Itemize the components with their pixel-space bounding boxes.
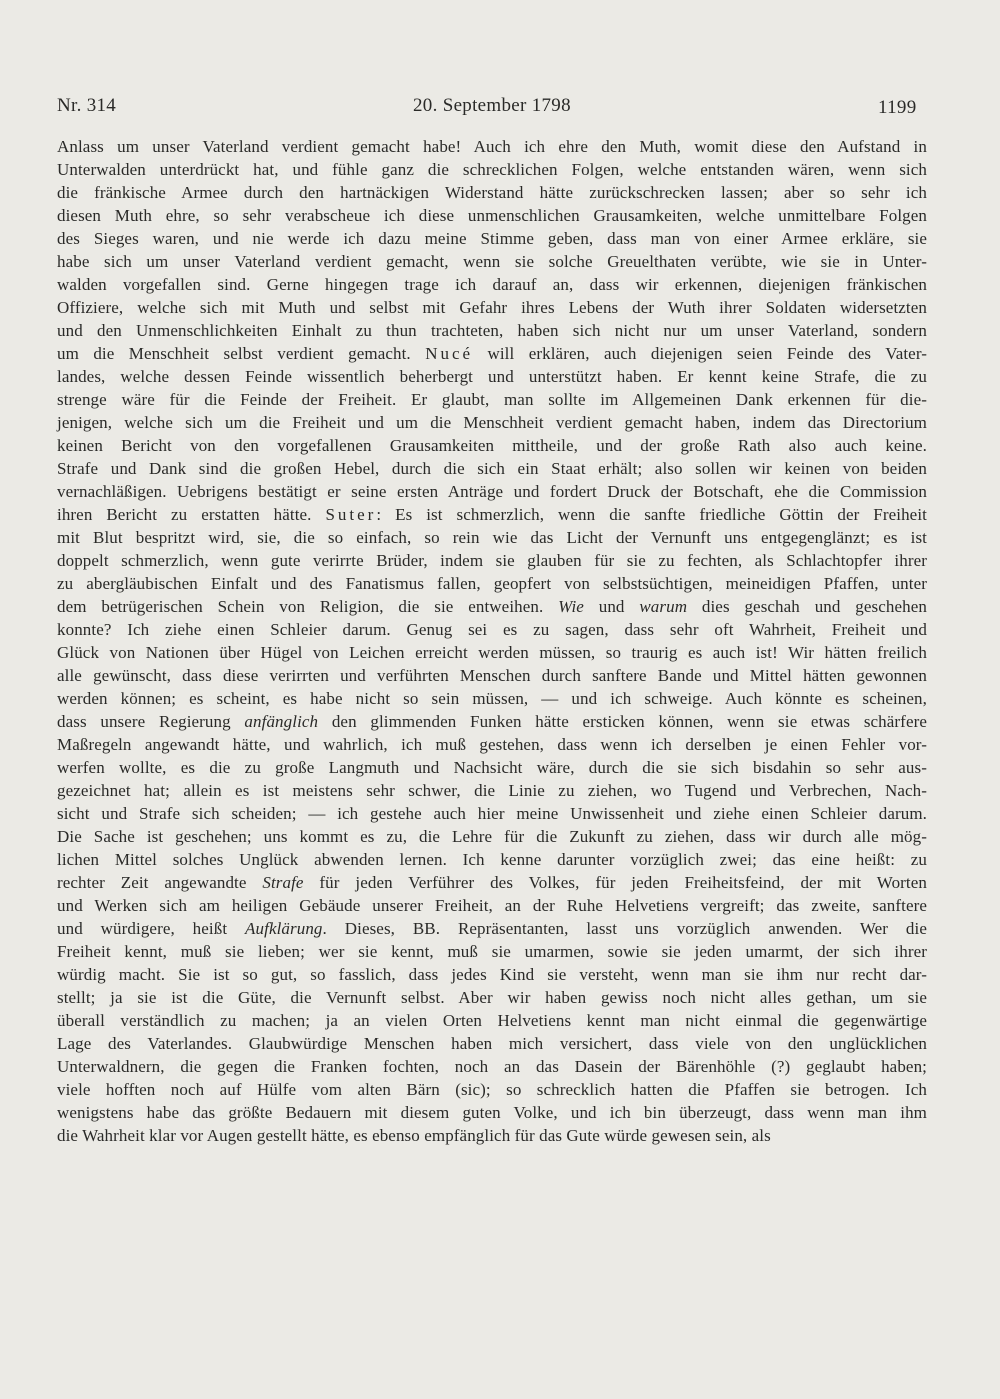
document-number: Nr. 314 bbox=[57, 95, 117, 116]
text-run: Unterwaldnern, die gegen die Franken fochten, noch an das Dasein der Bärenhöhle (?) geglaubt haben; bbox=[57, 1057, 927, 1076]
text-line bbox=[57, 1124, 927, 1147]
text-run: überall verständlich zu machen; ja an vielen Orten Helvetiens kennt man nicht einmal die gegenwärtige bbox=[57, 1011, 927, 1030]
text-run: gezeichnet hat; allein es ist meistens sehr schwer, die Linie zu ziehen, wo Tugend und Verbrechen, Nach- bbox=[57, 781, 927, 800]
page-header bbox=[0, 95, 1000, 125]
text-run: lichen Mittel solches Unglück abwenden lernen. Ich kenne darunter vorzüglich zwei; das eine heißt: zu bbox=[57, 850, 927, 869]
text-run: habe sich um unser Vaterland verdient gemacht, wenn sie solche Greuelthaten verübte, wie sie in Unter- bbox=[57, 252, 927, 271]
text-run: für jeden Verführer des Volkes, für jeden Freiheitsfeind, der mit Worten bbox=[303, 873, 928, 892]
text-run: strenge wäre für die Feinde der Freiheit. Er glaubt, man sollte im Allgemeinen Dank erkennen für die- bbox=[57, 390, 927, 409]
text-line bbox=[57, 641, 927, 664]
text-line bbox=[57, 871, 927, 894]
text-run: alle gewünscht, dass diese verirrten und verführten Menschen durch sanftere Bande und Mittel hätten gewonnen bbox=[57, 666, 927, 685]
text-line bbox=[57, 986, 927, 1009]
text-run: ihren Bericht zu erstatten hätte. bbox=[57, 505, 326, 524]
text-run: keinen Bericht von den vorgefallenen Grausamkeiten mittheile, und der große Rath also auch keine. bbox=[57, 436, 927, 455]
text-line bbox=[57, 181, 927, 204]
document-date: 20. September 1798 bbox=[413, 95, 571, 116]
text-run: den glimmenden Funken hätte ersticken können, wenn sie etwas schärfere bbox=[318, 712, 927, 731]
text-line bbox=[57, 135, 927, 158]
text-line bbox=[57, 434, 927, 457]
speaker-name: Nucé bbox=[425, 344, 474, 363]
bleed-through bbox=[80, 1178, 950, 1218]
text-line bbox=[57, 388, 927, 411]
text-line bbox=[57, 250, 927, 273]
text-line bbox=[57, 457, 927, 480]
text-line bbox=[57, 963, 927, 986]
text-run: dies geschah und geschehen bbox=[687, 597, 927, 616]
text-run: zu abergläubischen Einfalt und des Fanatismus fallen, geopfert von selbstsüchtigen, meineidigen Pfaffen, unter bbox=[57, 574, 927, 593]
text-line bbox=[57, 365, 927, 388]
text-line bbox=[57, 618, 927, 641]
text-run: will erklären, auch diejenigen seien Feinde des Vater- bbox=[473, 344, 928, 363]
text-run: dass unsere Regierung bbox=[57, 712, 245, 731]
text-line bbox=[57, 687, 927, 710]
text-run: landes, welche dessen Feinde wissentlich beherbergt und unterstützt haben. Er kennt keine Strafe, die zu bbox=[57, 367, 927, 386]
text-line bbox=[57, 1009, 927, 1032]
text-run: werden können; es scheint, es habe nicht so sein müssen, — und ich schweige. Auch könnte es scheinen, bbox=[57, 689, 927, 708]
text-line bbox=[57, 342, 927, 365]
speaker-name: Suter bbox=[325, 505, 377, 524]
text-line bbox=[57, 1078, 927, 1101]
text-run: Strafe und Dank sind die großen Hebel, durch die sich ein Staat erhält; also sollen wir keinen von beiden bbox=[57, 459, 927, 478]
text-line bbox=[57, 710, 927, 733]
text-run: dem betrügerischen Schein von Religion, die sie entweihen. bbox=[57, 597, 559, 616]
text-run: wenigstens habe das größte Bedauern mit diesem guten Volke, und ich bin überzeugt, dass wenn man ihm bbox=[57, 1103, 927, 1122]
page-number: 1199 bbox=[878, 97, 917, 118]
text-line bbox=[57, 549, 927, 572]
text-run: Glück von Nationen über Hügel von Leichen erreicht werden müssen, so traurig es auch ist! Wir hätten freilich bbox=[57, 643, 927, 662]
emphasis-text: Strafe bbox=[262, 873, 304, 892]
body-text bbox=[57, 135, 927, 1147]
text-line bbox=[57, 733, 927, 756]
text-run: stellt; ja sie ist die Güte, die Vernunft selbst. Aber wir haben gewiss noch nicht alles gethan, um sie bbox=[57, 988, 927, 1007]
text-run: . Dieses, BB. Repräsentanten, lasst uns vorzüglich anwenden. Wer die bbox=[322, 919, 927, 938]
text-run: die Wahrheit klar vor Augen gestellt hätte, es ebenso empfänglich für das Gute würde gewesen sein, als bbox=[57, 1126, 771, 1145]
emphasis-text: anfänglich bbox=[244, 712, 319, 731]
text-run: Freiheit kennt, muß sie lieben; wer sie kennt, muß sie umarmen, sowie sie jeden umarmt, der sich ihrer bbox=[57, 942, 927, 961]
emphasis-text: warum bbox=[639, 597, 688, 616]
text-run: um die Menschheit selbst verdient gemacht. bbox=[57, 344, 426, 363]
text-line bbox=[57, 503, 927, 526]
text-run: Die Sache ist geschehen; uns kommt es zu, die Lehre für die Zukunft zu ziehen, dass wir durch alle mög- bbox=[57, 827, 927, 846]
text-line bbox=[57, 480, 927, 503]
text-line bbox=[57, 940, 927, 963]
text-run: walden vorgefallen sind. Gerne hingegen trage ich darauf an, dass wir erkennen, diejenigen fränkischen bbox=[57, 275, 927, 294]
text-run: Lage des Vaterlandes. Glaubwürdige Menschen haben mich versichert, dass viele von den unglücklichen bbox=[57, 1034, 927, 1053]
text-line bbox=[57, 1101, 927, 1124]
text-run: jenigen, welche sich um die Freiheit und um die Menschheit verdient gemacht haben, indem das Directorium bbox=[57, 413, 927, 432]
text-run: würdig macht. Sie ist so gut, so fasslich, dass jedes Kind sie versteht, wenn man sie ihm nur recht dar- bbox=[57, 965, 927, 984]
text-run: sicht und Strafe sich scheiden; — ich gestehe auch hier meine Unwissenheit und ziehe einen Schleier darum. bbox=[57, 804, 927, 823]
emphasis-text: Aufklärung bbox=[245, 919, 323, 938]
text-run: : Es ist schmerzlich, wenn die sanfte friedliche Göttin der Freiheit bbox=[376, 505, 927, 524]
text-line bbox=[57, 273, 927, 296]
text-run: diesen Muth ehre, so sehr verabscheue ich diese unmenschlichen Grausamkeiten, welche unmittelbare Folgen bbox=[57, 206, 927, 225]
text-run: und bbox=[583, 597, 640, 616]
text-line bbox=[57, 595, 927, 618]
text-line bbox=[57, 296, 927, 319]
text-run: viele hofften noch auf Hülfe vom alten Bärn (sic); so schrecklich hatten die Pfaffen sie betrogen. Ich bbox=[57, 1080, 927, 1099]
text-line bbox=[57, 204, 927, 227]
emphasis-text: Wie bbox=[558, 597, 584, 616]
text-run: werfen wollte, es die zu große Langmuth und Nachsicht wäre, durch die sie sich bisdahin so sehr aus- bbox=[57, 758, 927, 777]
text-line bbox=[57, 802, 927, 825]
text-line bbox=[57, 411, 927, 434]
text-run: rechter Zeit angewandte bbox=[57, 873, 263, 892]
text-line bbox=[57, 756, 927, 779]
text-line bbox=[57, 319, 927, 342]
text-run: vernachläßigen. Uebrigens bestätigt er seine ersten Anträge und fordert Druck der Botschaft, ehe die Commission bbox=[57, 482, 927, 501]
text-line bbox=[57, 894, 927, 917]
text-line bbox=[57, 158, 927, 181]
text-run: die fränkische Armee durch den hartnäckigen Widerstand hätte zurückschrecken lassen; aber so sehr ich bbox=[57, 183, 927, 202]
text-line bbox=[57, 664, 927, 687]
text-line bbox=[57, 917, 927, 940]
text-run: Unterwalden unterdrückt hat, und fühle ganz die schrecklichen Folgen, welche entstanden wären, wenn sich bbox=[57, 160, 927, 179]
text-run: des Sieges waren, und nie werde ich dazu meine Stimme geben, dass man von einer Armee erkläre, sie bbox=[57, 229, 927, 248]
text-line bbox=[57, 1055, 927, 1078]
text-run: konnte? Ich ziehe einen Schleier darum. Genug sei es zu sagen, dass sehr oft Wahrheit, Freiheit und bbox=[57, 620, 927, 639]
text-line bbox=[57, 848, 927, 871]
text-line bbox=[57, 1032, 927, 1055]
text-run: mit Blut bespritzt wird, sie, die so einfach, so rein wie das Licht der Vernunft uns entgegenglänzt; es ist bbox=[57, 528, 927, 547]
text-line bbox=[57, 227, 927, 250]
text-line bbox=[57, 526, 927, 549]
text-run: und würdigere, heißt bbox=[57, 919, 246, 938]
text-run: Maßregeln angewandt hätte, und wahrlich, ich muß gestehen, dass wenn ich derselben je einen Fehler vor- bbox=[57, 735, 927, 754]
text-line bbox=[57, 572, 927, 595]
text-line bbox=[57, 779, 927, 802]
text-run: doppelt schmerzlich, wenn gute verirrte Brüder, indem sie glauben für sie zu fechten, als Schlachtopfer ihrer bbox=[57, 551, 927, 570]
text-run: Offiziere, welche sich mit Muth und selbst mit Gefahr ihres Lebens der Wuth ihrer Soldaten widersetzten bbox=[57, 298, 927, 317]
text-run: Anlass um unser Vaterland verdient gemacht habe! Auch ich ehre den Muth, womit diese den Aufstand in bbox=[57, 137, 927, 156]
text-line bbox=[57, 825, 927, 848]
text-run: und den Unmenschlichkeiten Einhalt zu thun trachteten, haben sich nicht nur um unser Vaterland, sondern bbox=[57, 321, 927, 340]
text-run: und Werken sich am heiligen Gebäude unserer Freiheit, an der Ruhe Helvetiens vergreift; das zweite, sanftere bbox=[57, 896, 927, 915]
